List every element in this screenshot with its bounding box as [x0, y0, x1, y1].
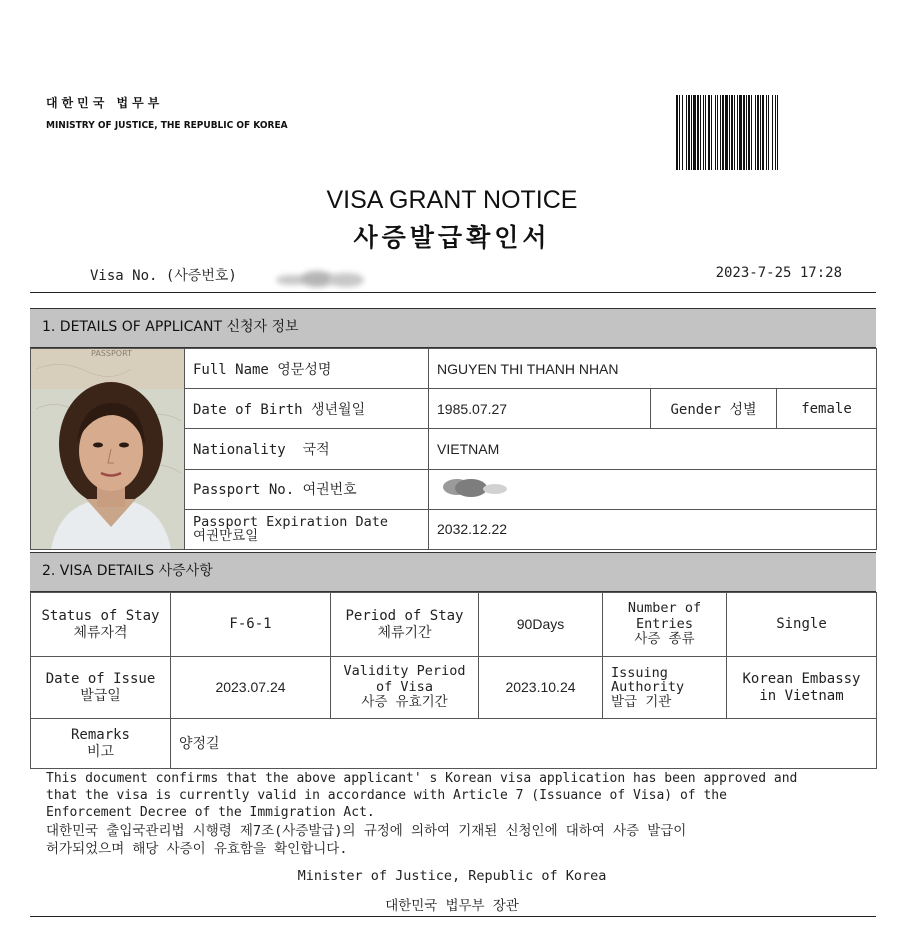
birth-date-label: Date of Birth 생년월일 — [185, 389, 429, 429]
full-name-label: Full Name 영문성명 — [185, 349, 429, 389]
table-row — [31, 349, 877, 389]
passport-expiration-value: 2032.12.22 — [429, 509, 877, 549]
ministry-name-english: MINISTRY OF JUSTICE, THE REPUBLIC OF KOREA — [46, 120, 288, 131]
header-divider — [30, 292, 876, 293]
confirmation-statement-english: This document confirms that the above applicant' s Korean visa application has been approved and that the visa is currently valid in accordance with Article 7 (Issuance of Visa) of the Enforcement Decree of the Immigration Act. — [46, 771, 798, 820]
remarks-value: 양정길 — [171, 719, 877, 769]
number-of-entries-value: Single — [727, 593, 877, 657]
date-of-issue-value: 2023.07.24 — [171, 657, 331, 719]
document-title-korean: 사증발급확인서 — [353, 223, 551, 252]
nationality-label: Nationality 국적 — [185, 429, 429, 469]
visa-number-label: Visa No. (사증번호) — [90, 268, 237, 284]
applicant-photo — [31, 349, 185, 550]
section-applicant-heading: 1. DETAILS OF APPLICANT 신청자 정보 — [30, 308, 876, 348]
full-name-value: NGUYEN THI THANH NHAN — [429, 349, 877, 389]
status-of-stay-value: F-6-1 — [171, 593, 331, 657]
photo-overlay-text: PASSPORT — [91, 349, 132, 358]
validity-period-label: Validity Period of Visa 사증 유효기간 — [331, 657, 479, 719]
nationality-value: VIETNAM — [429, 429, 877, 469]
barcode-bar — [778, 95, 780, 170]
table-row — [31, 719, 877, 769]
table-row — [31, 593, 877, 657]
section-visa-heading: 2. VISA DETAILS 사증사항 — [30, 552, 876, 592]
signature-english: Minister of Justice, Republic of Korea — [297, 868, 607, 884]
table-row — [31, 657, 877, 719]
confirmation-statement-korean: 대한민국 출입국관리법 시행령 제7조(사증발급)의 규정에 의하여 기재된 신청인에 대하여 사증 발급이 허가되었으며 해당 사증이 유효함을 확인합니다. — [46, 823, 687, 857]
birth-date-value: 1985.07.27 — [429, 389, 651, 429]
date-of-issue-label: Date of Issue 발급일 — [31, 657, 171, 719]
period-of-stay-value: 90Days — [479, 593, 603, 657]
issuing-authority-value: Korean Embassy in Vietnam — [727, 657, 877, 719]
passport-number-value — [429, 469, 877, 509]
period-of-stay-label: Period of Stay 체류기간 — [331, 593, 479, 657]
redacted-passport-number — [437, 473, 527, 501]
remarks-label: Remarks 비고 — [31, 719, 171, 769]
issuing-authority-label: Issuing Authority 발급 기관 — [603, 657, 727, 719]
barcode — [676, 95, 836, 170]
visa-details-table — [30, 592, 877, 769]
applicant-table — [30, 348, 877, 550]
passport-number-label: Passport No. 여권번호 — [185, 469, 429, 509]
issue-datetime: 2023-7-25 17:28 — [715, 265, 842, 281]
gender-label: Gender 성별 — [651, 389, 777, 429]
footer-divider — [30, 916, 876, 917]
gender-value: female — [777, 389, 877, 429]
redacted-visa-number — [266, 265, 372, 291]
ministry-name-korean: 대한민국 법무부 — [46, 96, 164, 110]
signature-korean: 대한민국 법무부 장관 — [385, 898, 519, 914]
passport-expiration-label: Passport Expiration Date 여권만료일 — [185, 509, 429, 549]
number-of-entries-label: Number of Entries 사증 종류 — [603, 593, 727, 657]
status-of-stay-label: Status of Stay 체류자격 — [31, 593, 171, 657]
document-title-english: VISA GRANT NOTICE — [326, 186, 578, 214]
validity-period-value: 2023.10.24 — [479, 657, 603, 719]
